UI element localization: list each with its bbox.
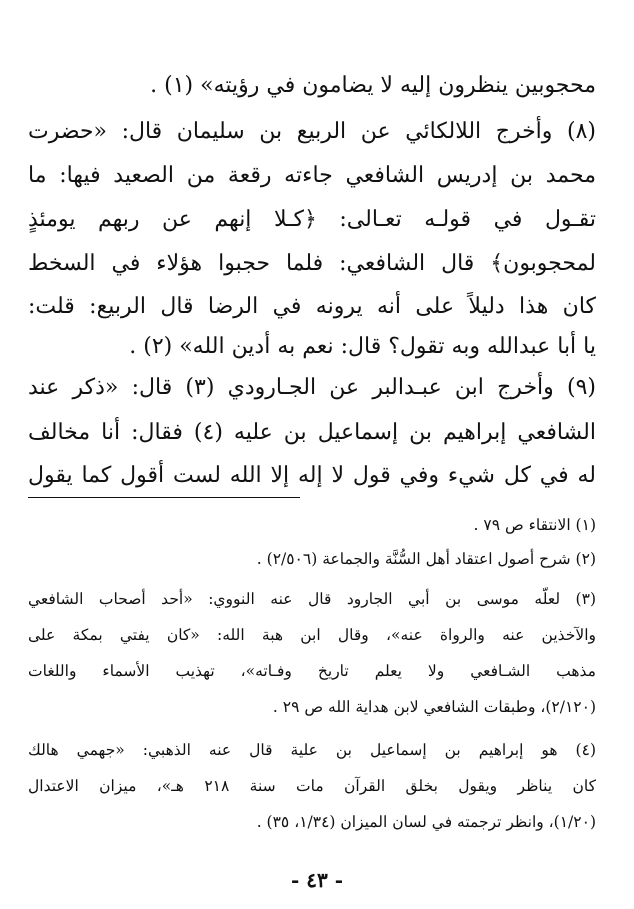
body-line-9: الشافعي إبراهيم بن إسماعيل بن عليه (٤) فقال: أنا مخالف (28, 420, 596, 445)
body-line-7: يا أبا عبدالله وبه تقول؟ قال: نعم به أدين الله» (٢) . (129, 334, 596, 359)
body-line-1: محجوبين ينظرون إليه لا يضامون في رؤيته» (١) . (150, 73, 596, 98)
footnote-line-8: كان يناظر ويقول بخلق القرآن مات سنة ٢١٨ هـ»، ميزان الاعتدال (28, 777, 596, 795)
body-line-5: لمحجوبون﴾ قال الشافعي: فلما حجبوا هؤلاء في السخط (28, 251, 596, 276)
footnote-line-7: (٤) هو إبراهيم بن إسماعيل بن علية قال عنه الذهبي: «جهمي هالك (28, 741, 596, 759)
page-number: - ٤٣ - (290, 868, 343, 892)
footnote-line-4: والآخذين عنه والرواة عنه»، وقال ابن هبة الله: «كان يفتي بمكة على (28, 626, 596, 644)
footnote-line-9: (١/٢٠)، وانظر ترجمته في لسان الميزان (١/٣٤، ٣٥) . (256, 813, 596, 831)
body-line-2: (٨) وأخرج اللالكائي عن الربيع بن سليمان قال: «حضرت (28, 119, 596, 144)
footnote-line-1: (١) الانتقاء ص ٧٩ . (473, 516, 596, 534)
footnote-line-6: (٢/١٢٠)، وطبقات الشافعي لابن هداية الله ص ٢٩ . (272, 698, 596, 716)
body-line-6: كان هذا دليلاً على أنه يرونه في الرضا قال الربيع: قلت: (28, 294, 596, 319)
footnote-line-3: (٣) لعلّه موسى بن أبي الجارود قال عنه النووي: «أحد أصحاب الشافعي (28, 590, 596, 608)
footnote-line-2: (٢) شرح أصول اعتقاد أهل السُّنَّة والجماعة (٢/٥٠٦) . (256, 550, 596, 568)
body-line-4: تقـول في قولـه تعـالى: ﴿كـلا إنهم عن ربهم يومئذٍ (28, 207, 596, 232)
body-line-8: (٩) وأخرج ابن عبـدالبر عن الجـارودي (٣) قال: «ذكر عند (28, 375, 596, 400)
body-line-3: محمد بن إدريس الشافعي جاءته رقعة من الصعيد فيها: ما (28, 163, 596, 188)
body-line-10: له في كل شيء وفي قول لا إله إلا الله لست أقول كما يقول (28, 463, 596, 488)
footnote-divider (28, 497, 300, 498)
footnote-line-5: مذهب الشـافعي ولا يعلم تاريخ وفـاته»، تهذيب الأسماء واللغات (28, 662, 596, 680)
